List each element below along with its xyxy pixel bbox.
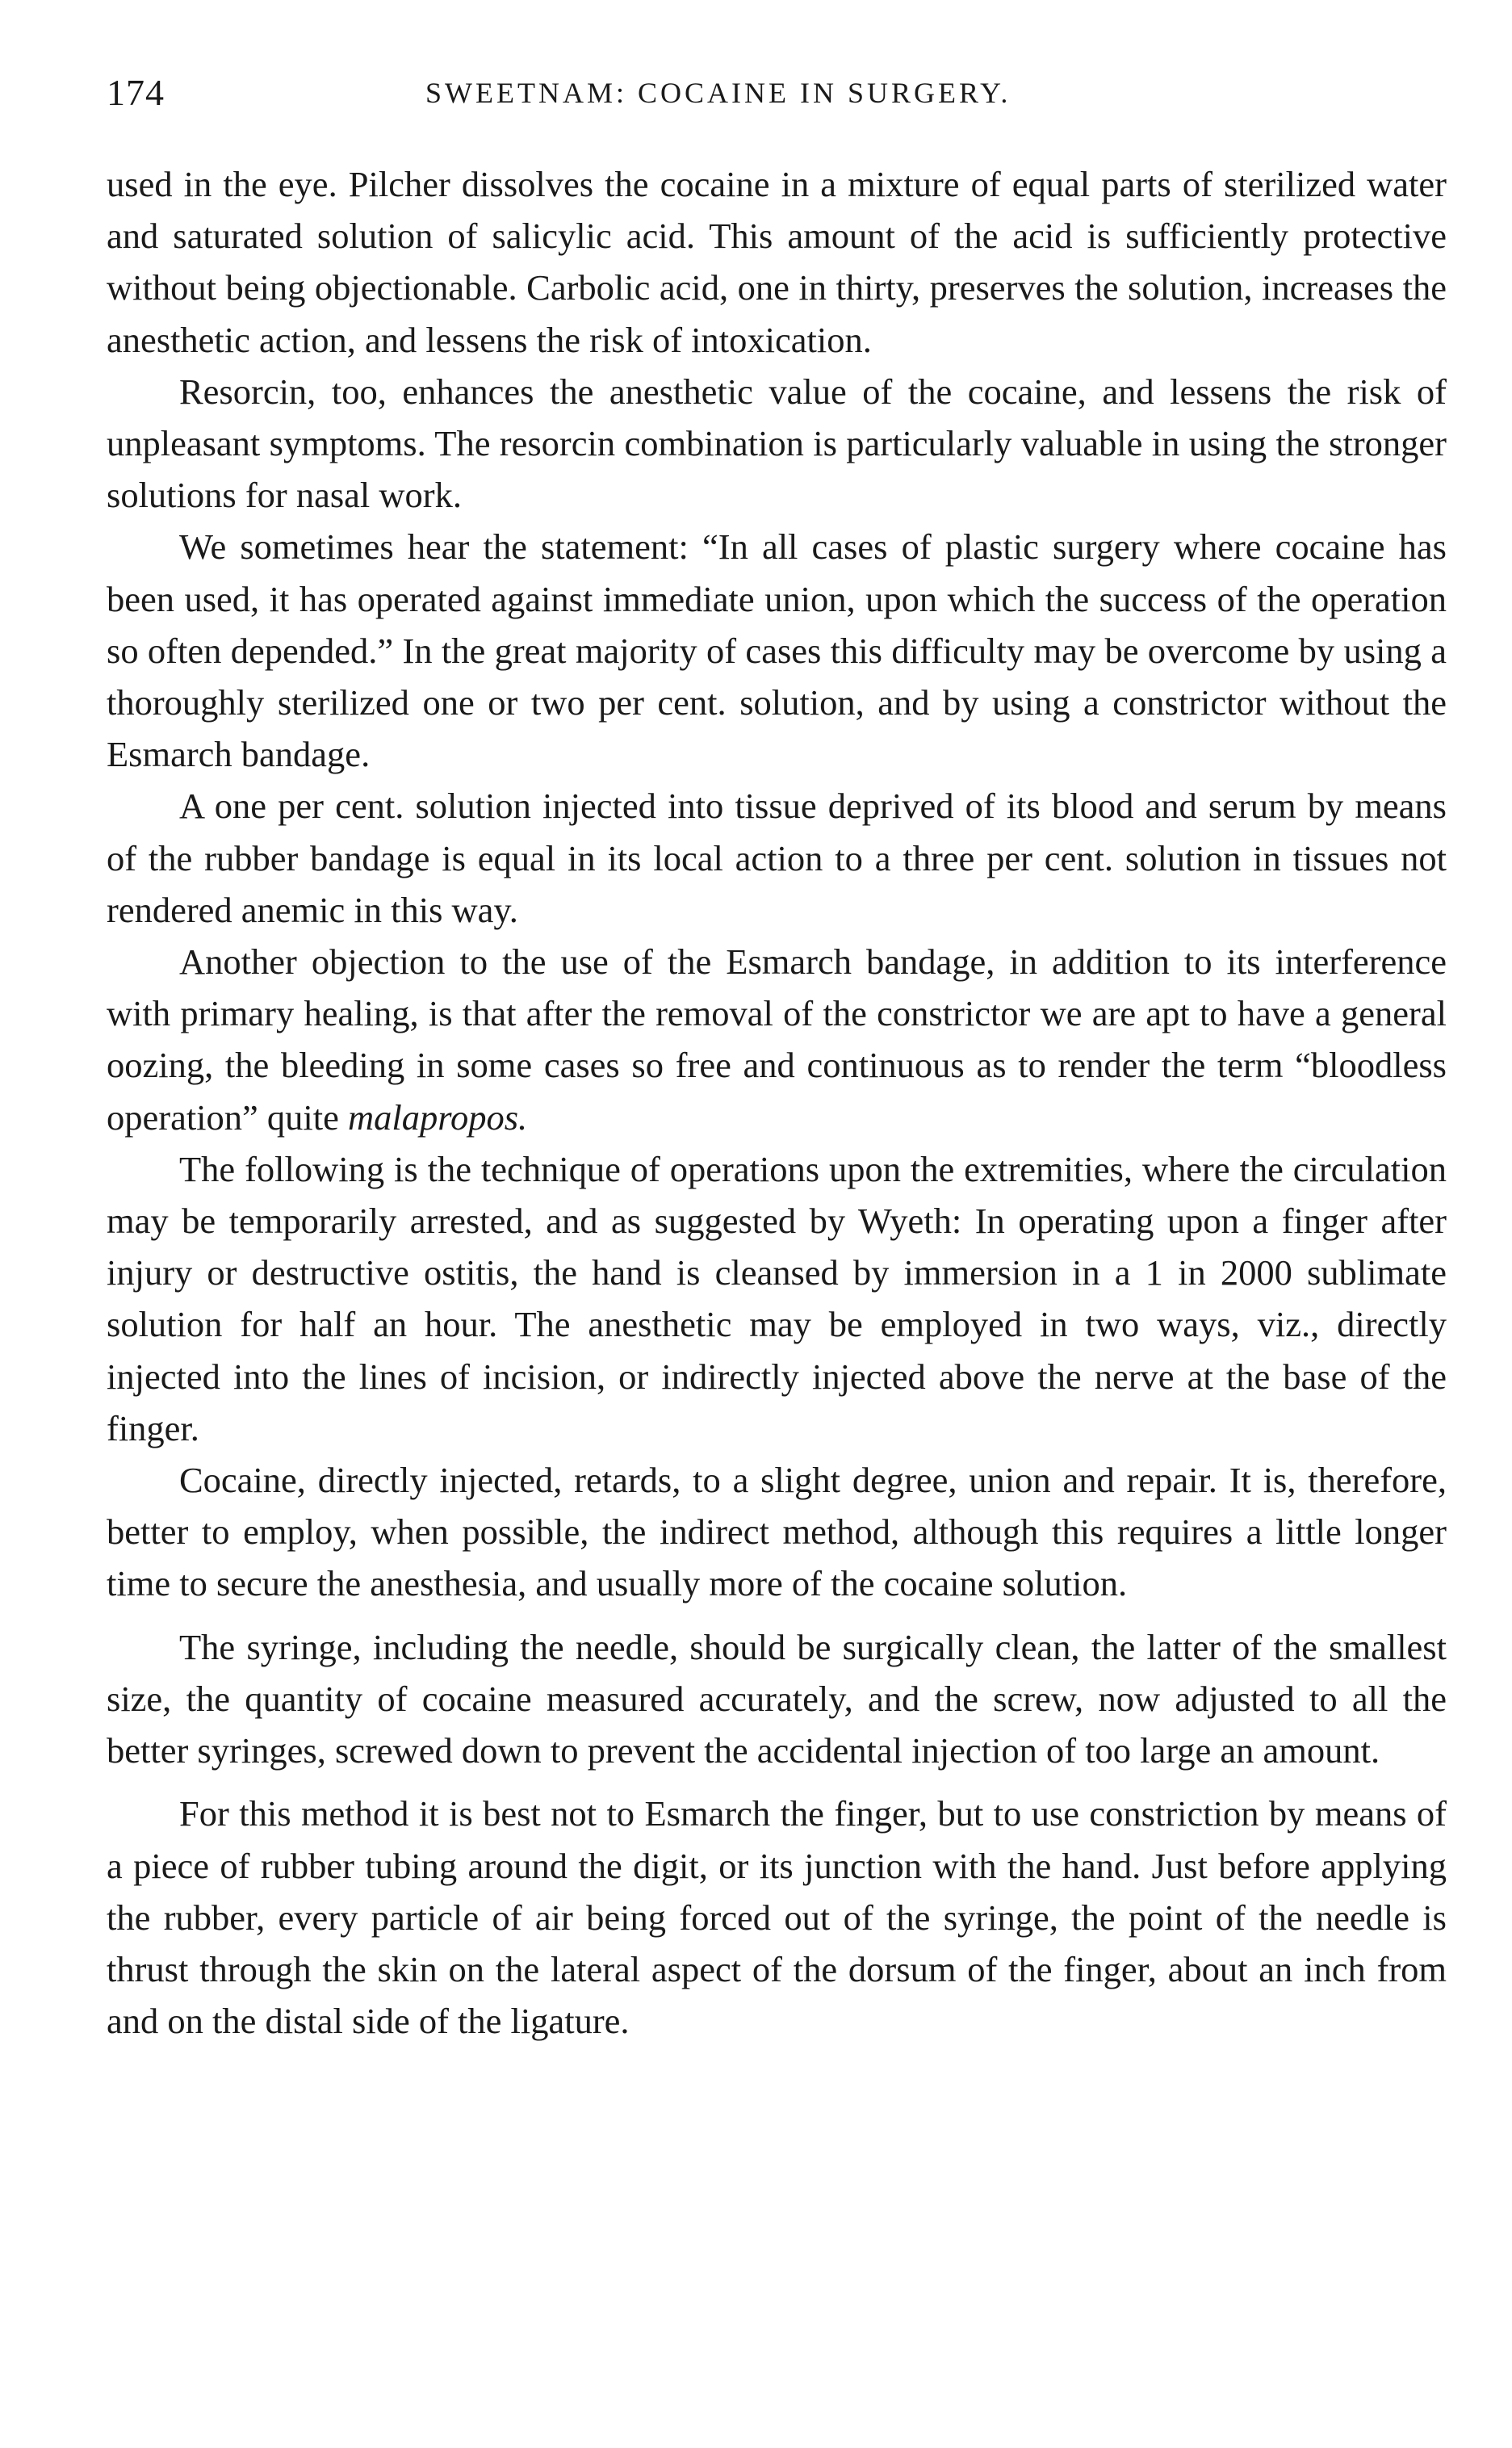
italic-term: malapropos. <box>348 1096 528 1138</box>
paragraph: The syringe, including the needle, should be surgically clean, the latter of the smallest size, the quantity of cocaine measured accurately, and the screw, now adjusted to all the better syringes, screwed down to prevent the accidental injection of too large an amount. <box>107 1626 1447 1771</box>
paragraph: We sometimes hear the statement: “In all cases of plastic surgery where cocaine has been used, it has operated against immediate union, upon which the success of the operation so often depended.” In the great majority of cases this difficulty may be overcome by using a thoroughly sterilized one or two per cent. solution, and by using a constrictor without the Esmarch bandage. <box>107 526 1447 775</box>
body-text <box>107 158 1447 2047</box>
paragraph <box>107 936 1447 1143</box>
page-number: 174 <box>107 72 165 113</box>
running-head <box>107 71 1447 119</box>
paragraph: Cocaine, directly injected, retards, to a slight degree, union and repair. It is, therefore, better to employ, when possible, the indirect method, although this requires a little longer time to secure the anesthesia, and usually more of the cocaine solution. <box>107 1460 1447 1604</box>
paragraph-continued: used in the eye. Pilcher dissolves the cocaine in a mixture of equal parts of sterilized water and saturated solution of salicylic acid. This amount of the acid is sufficiently protective without being objectionable. Carbolic acid, one in thirty, preserves the solution, increases the anesthetic action, and lessens the risk of intoxication. <box>107 164 1447 360</box>
running-title: SWEETNAM: COCAINE IN SURGERY. <box>425 77 1011 109</box>
paragraph: For this method it is best not to Esmarch the finger, but to use constriction by means of a piece of rubber tubing around the digit, or its junction with the hand. Just before applying the rubber, every particle of air being forced out of the syringe, the point of the needle is thrust through the skin on the lateral aspect of the dorsum of the finger, about an inch from and on the distal side of the ligature. <box>107 1793 1447 2042</box>
paragraph: A one per cent. solution injected into tissue deprived of its blood and serum by means of the rubber bandage is equal in its local action to a three per cent. solution in tissues not rendered anemic in this way. <box>107 786 1447 930</box>
paragraph-text: Another objection to the use of the Esmarch bandage, in addition to its interference with primary healing, is that after the removal of the constrictor we are apt to have a general oozing, the bleeding in some cases so free and continuous as to render the term “bloodless operation” quite <box>107 941 1447 1138</box>
paragraph: The following is the technique of operations upon the extremities, where the circulation may be temporarily arrested, and as suggested by Wyeth: In operating upon a finger after injury or destructive ostitis, the hand is cleansed by immersion in a 1 in 2000 sublimate solution for half an hour. The anesthetic may be employed in two ways, viz., directly injected into the lines of incision, or indirectly injected above the nerve at the base of the finger. <box>107 1148 1447 1448</box>
paragraph: Resorcin, too, enhances the anesthetic value of the cocaine, and lessens the risk of unpleasant symptoms. The resorcin combination is particularly valuable in using the stronger solutions for nasal work. <box>107 371 1447 516</box>
